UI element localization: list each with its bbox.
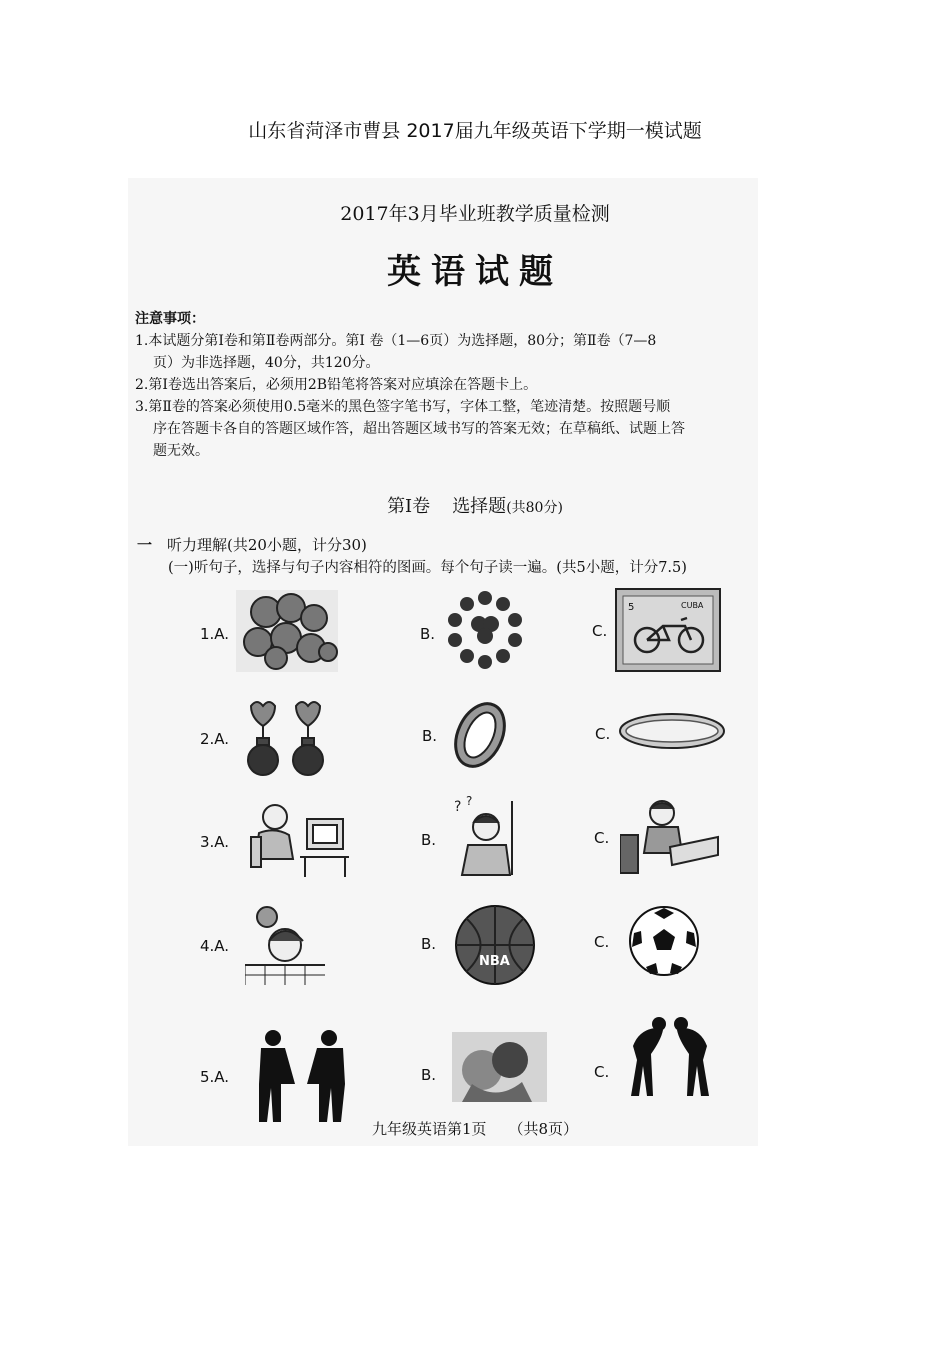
bead-necklace-image — [445, 590, 525, 670]
option-label: B. — [422, 727, 438, 745]
earrings-image — [243, 698, 328, 780]
option-label: 3.A. — [200, 833, 230, 851]
stamp-image — [615, 588, 721, 672]
part-one-heading — [0, 492, 950, 518]
page-number: 九年级英语第1页 — [371, 1120, 487, 1138]
part-one-name: 选择题 — [452, 496, 507, 517]
thinking-student-image — [450, 795, 518, 877]
option-label: B. — [421, 935, 437, 953]
bowing-image — [625, 1016, 715, 1096]
notes-line: 题无效。 — [153, 443, 209, 459]
part-one-score: (共80分) — [506, 500, 563, 516]
svg-text:?: ? — [454, 799, 462, 815]
notes-line: 1.本试题分第Ⅰ卷和第Ⅱ卷两部分。第Ⅰ 卷（1—6页）为选择题，80分；第Ⅱ卷（7—8 — [135, 333, 657, 349]
option-label: C. — [592, 622, 608, 640]
page-footer — [0, 1118, 950, 1139]
stamp-value: 5 — [628, 602, 635, 613]
bracelet-image — [617, 710, 727, 752]
notes-line: 序在答题卡各自的答题区域作答，超出答题区域书写的答案无效；在草稿纸、试题上答 — [153, 421, 685, 437]
notes-block — [135, 308, 750, 462]
section-one-heading — [137, 534, 367, 555]
volleyball-player-image — [245, 905, 325, 987]
option-label: C. — [595, 725, 611, 743]
option-label: B. — [421, 831, 437, 849]
exam-title: 英语试题 — [387, 252, 563, 292]
ring-image — [448, 695, 512, 773]
option-label: C. — [594, 1063, 610, 1081]
section-instruction: (一)听句子，选择与句子内容相符的图画。每个句子读一遍。(共5小题，计分7.5) — [168, 560, 687, 576]
document-title: 山东省菏泽市曹县 2017届九年级英语下学期一模试题 — [248, 120, 702, 142]
notes-line: 3.第Ⅱ卷的答案必须使用0.5毫米的黑色签字笔书写，字体工整，笔迹清楚。按照题号顺 — [135, 399, 671, 415]
svg-text:?: ? — [466, 795, 473, 808]
section-title: 听力理解(共20小题，计分30) — [167, 536, 367, 554]
stamp-country: CUBA — [681, 601, 704, 610]
reading-student-image — [620, 795, 720, 875]
option-label: B. — [421, 1066, 437, 1084]
computer-user-image — [245, 797, 351, 879]
basketball-image — [454, 904, 536, 986]
notes-line: 2.第Ⅰ卷选出答案后，必须用2B铅笔将答案对应填涂在答题卡上。 — [135, 377, 538, 393]
handshake-image — [255, 1028, 350, 1122]
coins-image — [236, 590, 338, 672]
exam-subtitle: 2017年3月毕业班教学质量检测 — [340, 203, 610, 225]
basketball-text: NBA — [479, 954, 510, 969]
page-total: （共8页） — [508, 1120, 579, 1138]
option-label: B. — [420, 625, 436, 643]
option-label: C. — [594, 933, 610, 951]
notes-line: 页）为非选择题，40分，共120分。 — [153, 355, 380, 371]
option-label: 1.A. — [200, 625, 230, 643]
part-one-label: 第Ⅰ卷 — [387, 496, 431, 517]
option-label: 4.A. — [200, 937, 230, 955]
option-label: 5.A. — [200, 1068, 230, 1086]
section-number: 一 — [137, 536, 153, 554]
soccer-ball-image — [628, 905, 700, 977]
notes-heading: 注意事项： — [135, 311, 205, 327]
option-label: 2.A. — [200, 730, 230, 748]
option-label: C. — [594, 829, 610, 847]
hugging-image — [452, 1032, 547, 1102]
